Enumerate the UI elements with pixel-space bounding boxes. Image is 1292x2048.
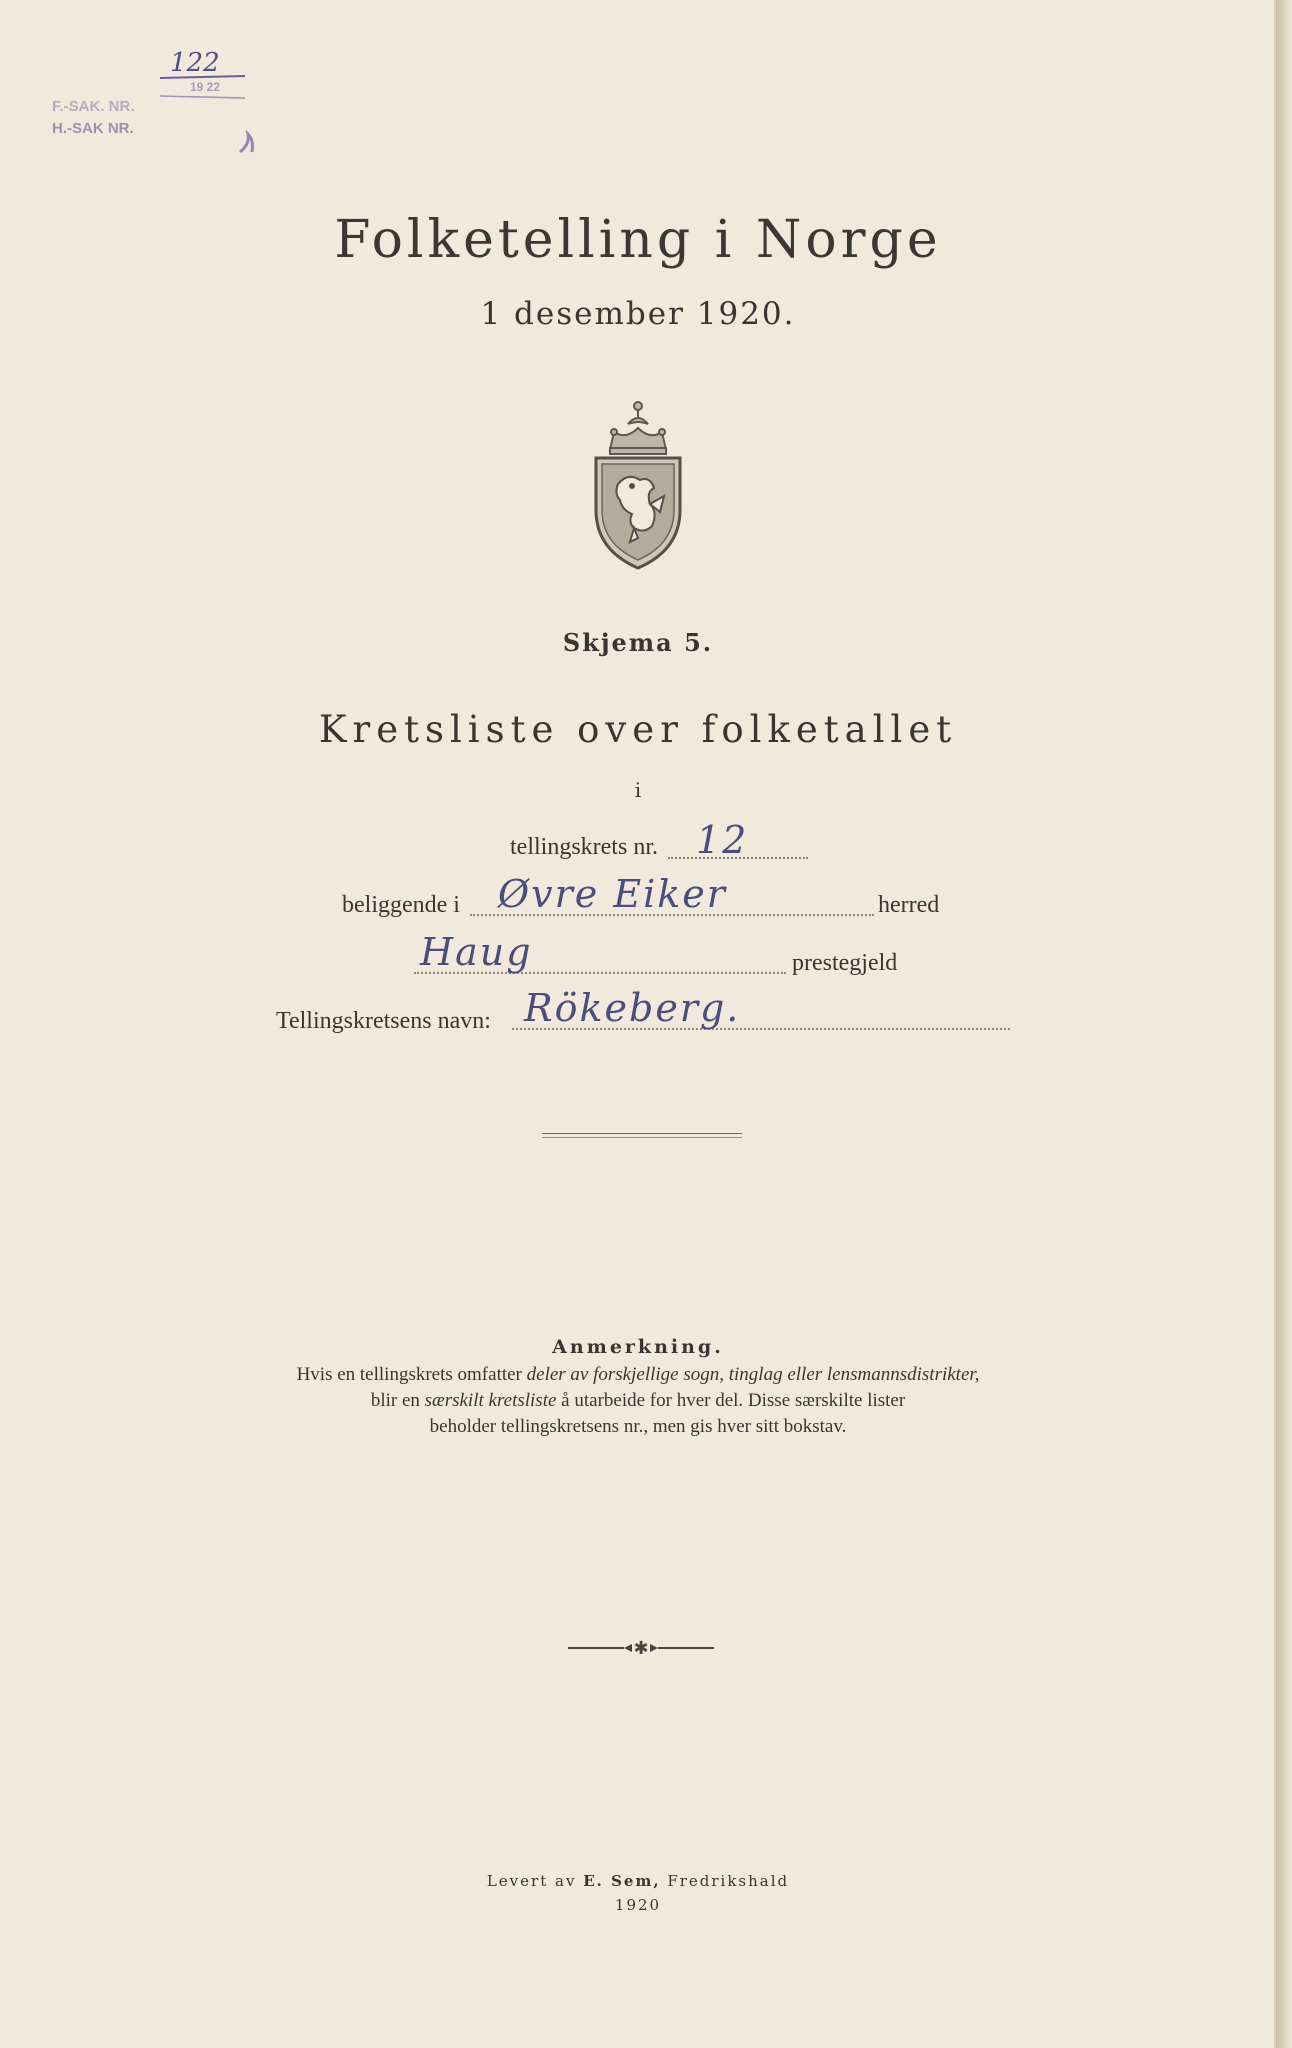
divider-rule xyxy=(542,1133,742,1134)
stamp-line-h-sak: H.-SAK NR. xyxy=(52,120,134,137)
svg-text:✱: ✱ xyxy=(633,1638,649,1658)
ornament-icon xyxy=(566,1638,716,1662)
census-date: 1 desember 1920. xyxy=(480,296,796,332)
navn-value: Rökeberg. xyxy=(524,986,741,1030)
schema-number: Skjema 5. xyxy=(562,628,714,657)
stamp-line-f-sak: F.-SAK. NR. xyxy=(52,98,135,115)
divider-rule-secondary xyxy=(542,1137,742,1138)
page-title: Folketelling i Norge xyxy=(334,210,942,270)
page-edge xyxy=(1276,0,1292,2048)
printer-name: E. Sem, xyxy=(583,1872,661,1890)
printer-line xyxy=(0,1872,1276,1890)
prestegjeld-label: prestegjeld xyxy=(792,950,898,976)
connector-word: i xyxy=(634,778,642,802)
printer-city: Fredrikshald xyxy=(660,1872,790,1890)
printer-prefix: Levert av xyxy=(486,1872,584,1890)
printer-year: 1920 xyxy=(614,1896,662,1914)
note-line-1 xyxy=(160,1364,1116,1386)
note-line-2 xyxy=(160,1390,1116,1412)
note-line-2-text-b: å utarbeide for hver del. Disse særskilte lister xyxy=(556,1390,906,1411)
beliggende-value: Øvre Eiker xyxy=(498,872,727,916)
krets-label: tellingskrets nr. xyxy=(510,834,658,860)
navn-label: Tellingskretsens navn: xyxy=(276,1008,491,1034)
krets-value: 12 xyxy=(696,818,749,862)
note-line-2-text-a: blir en xyxy=(370,1390,425,1411)
note-line-2-emphasis: særskilt kretsliste xyxy=(424,1390,557,1411)
note-line-1-emphasis: deler av forskjellige sogn, tinglag eller lensmannsdistrikter, xyxy=(526,1364,980,1385)
note-heading: Anmerkning. xyxy=(552,1336,724,1358)
coat-of-arms-icon xyxy=(588,392,688,576)
beliggende-label: beliggende i xyxy=(342,892,460,918)
prestegjeld-value: Haug xyxy=(420,930,533,974)
form-heading: Kretsliste over folketallet xyxy=(318,708,958,751)
archive-stamp xyxy=(40,48,260,158)
note-line-1-text: Hvis en tellingskrets omfatter xyxy=(296,1364,527,1385)
herred-label: herred xyxy=(878,892,940,918)
stamp-year: 19 22 xyxy=(190,80,221,94)
note-line-3: beholder tellingskretsens nr., men gis hver sitt bokstav. xyxy=(429,1416,847,1437)
stamp-number: 122 xyxy=(170,48,220,78)
